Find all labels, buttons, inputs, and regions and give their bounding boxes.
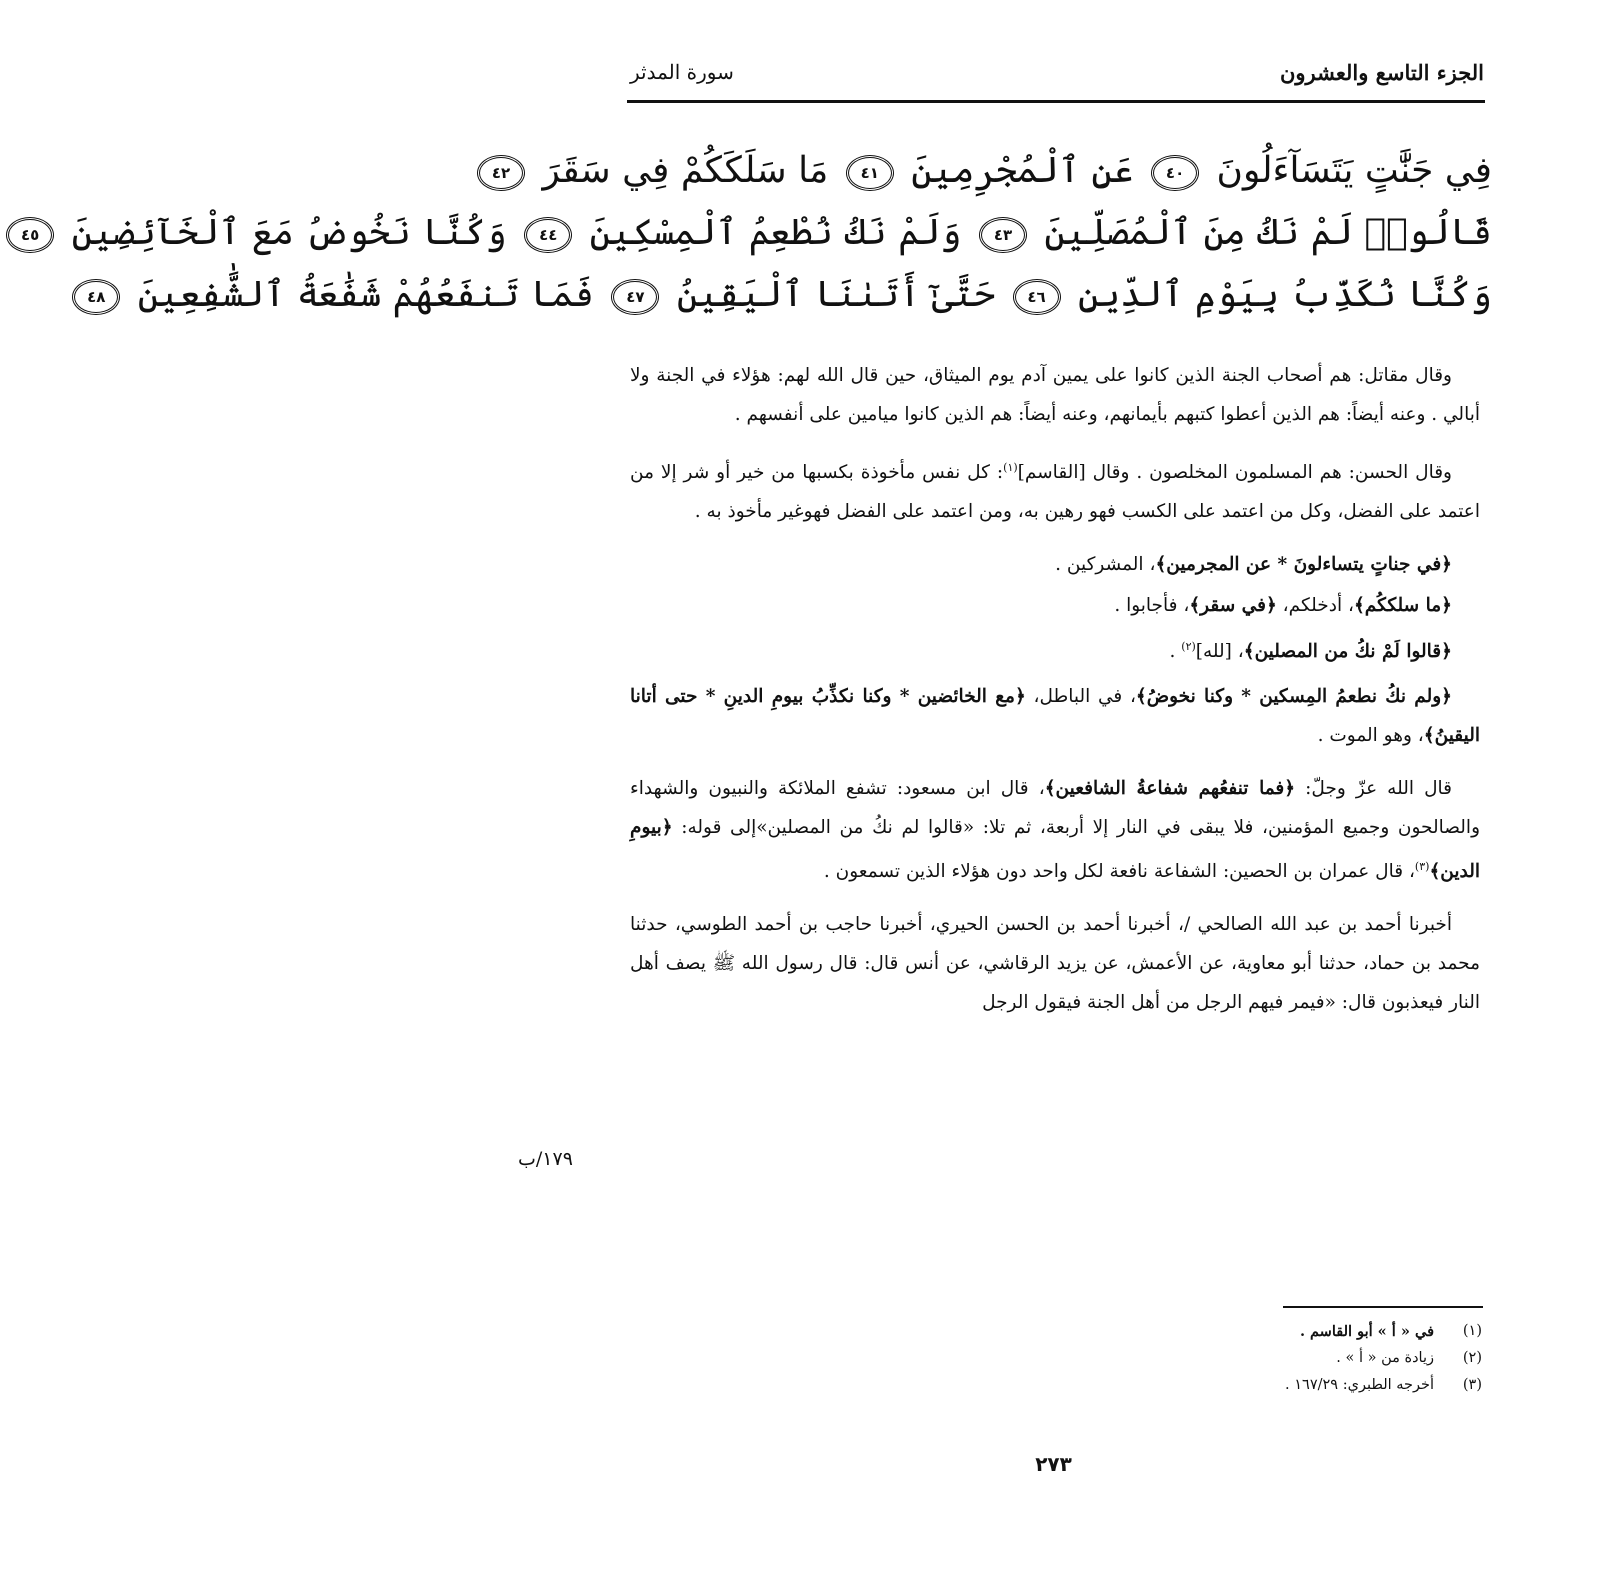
footnote-item — [630, 1372, 1482, 1399]
verse-text: فَمَا تَنفَعُهُمْ شَفَٰعَةُ ٱلشَّٰفِعِينَ — [137, 274, 594, 315]
verse-number-marker: ٤٠ — [1151, 155, 1199, 191]
text-run: . — [1169, 641, 1182, 663]
header-rule — [627, 100, 1485, 103]
verse-number-marker: ٤٣ — [979, 217, 1027, 253]
paragraph-muqatil: وقال مقاتل: هم أصحاب الجنة الذين كانوا على يمين آدم يوم الميثاق، حين قال الله لهم: هؤلاء في الجنة ولا أبالي . وعنه أيضاً: هم الذين أعطوا كتبهم بأيمانهم، وعنه أيضاً: هم الذين كانوا ميامين على أنفسهم . — [630, 365, 1480, 425]
paragraph-verse-43 — [630, 627, 1480, 671]
footnote-ref[interactable]: (١) — [1003, 461, 1018, 474]
verse-line-2 — [21, 202, 1492, 264]
verse-number-marker: ٤٢ — [477, 155, 525, 191]
manuscript-folio-ref: ١٧٩/ب — [518, 1148, 573, 1170]
text-run: قال الله عزّ وجلّ: — [1295, 778, 1453, 800]
quran-quote: ﴿في جناتٍ يتساءلونَ * عن المجرمين﴾ — [1155, 554, 1452, 576]
paragraph-verse-42 — [630, 586, 1480, 625]
book-page — [21, 0, 1601, 1580]
verse-text: فِي جَنَّٰتٍ يَتَسَآءَلُونَ — [1216, 150, 1492, 191]
quran-quote: ﴿مع الخائضين * وكنا نكذِّبُ بيومِ الدينِ * حتى أتانا اليقينُ﴾ — [630, 686, 1480, 747]
footnote-ref[interactable]: (٢) — [1181, 640, 1196, 654]
paragraph-verse-48 — [630, 769, 1480, 891]
footnote-rule — [1283, 1306, 1483, 1308]
quran-quote: ﴿في سقر﴾ — [1189, 595, 1277, 617]
verse-line-3 — [87, 264, 1492, 326]
verse-text: وَلَمْ نَكُ نُطْعِمُ ٱلْمِسْكِينَ — [589, 212, 962, 253]
footnote-item — [630, 1345, 1482, 1372]
quran-quote: ﴿فما تنفعُهم شفاعةُ الشافعين﴾ — [1044, 778, 1296, 800]
text-run: ، قال ابن مسعود: تشفع الملائكة والنبيون والشهداء والصالحون وجميع المؤمنين، فلا يبقى في النار إلا أربعة، ثم تلا: «قالوا لم نكُ من المصلين»إلى قوله: — [630, 778, 1480, 839]
text-run: ، فأجابوا . — [1114, 595, 1190, 617]
verse-number-marker: ٤٨ — [72, 279, 120, 315]
footnote-text: أخرجه الطبري: ١٦٧/٢٩ . — [1285, 1377, 1434, 1393]
verse-line-1 — [491, 140, 1492, 202]
verse-number-marker: ٤٦ — [1013, 279, 1061, 315]
verse-text: قَالُوا۟ لَمْ نَكُ مِنَ ٱلْمُصَلِّينَ — [1044, 212, 1492, 253]
juz-title: الجزء التاسع والعشرون — [1279, 59, 1484, 85]
text-run: ، المشركين . — [1055, 554, 1156, 576]
quran-quote: ﴿ما سلككُم﴾ — [1353, 595, 1452, 617]
paragraph-verse-40-41 — [630, 545, 1480, 584]
paragraph-hasan — [630, 448, 1480, 531]
verse-number-marker: ٤١ — [846, 155, 894, 191]
running-header — [630, 52, 1484, 92]
text-run: ، وهو الموت . — [1317, 725, 1424, 747]
text-run: : كل نفس مأخوذة بكسبها من خير أو شر إلا من اعتمد على الفضل، وكل من اعتمد على الكسب فهو رهين به، ومن اعتمد على الفضل فهوغير مأخوذ به . — [630, 462, 1480, 523]
verse-text: وَكُنَّا نَخُوضُ مَعَ ٱلْخَآئِضِينَ — [71, 212, 507, 253]
paragraph-verse-44-47 — [630, 677, 1480, 755]
quran-quote: ﴿قالوا لَمْ نكُ من المصلين﴾ — [1243, 641, 1452, 663]
footnote-number: (٢) — [1462, 1350, 1482, 1366]
footnotes — [630, 1318, 1482, 1399]
commentary-text — [630, 356, 1480, 1036]
text-run: ، قال عمران بن الحصين: الشفاعة نافعة لكل واحد دون هؤلاء الذين تسمعون . — [823, 861, 1415, 883]
verse-text: عَنِ ٱلْمُجْرِمِينَ — [911, 150, 1134, 191]
paragraph-hadith-chain: أخبرنا أحمد بن عبد الله الصالحي /، أخبرنا أحمد بن الحسن الحيري، أخبرنا حاجب بن أحمد الطوسي، حدثنا محمد بن حماد، حدثنا أبو معاوية، عن الأعمش، عن يزيد الرقاشي، عن أنس قال: قال رسول الله ﷺ يصف أهل النار فيعذبون قال: «فيمر فيهم الرجل من أهل الجنة فيقول الرجل — [630, 914, 1480, 1014]
verse-number-marker: ٤٤ — [524, 217, 572, 253]
verse-text: مَا سَلَكَكُمْ فِي سَقَرَ — [542, 150, 829, 191]
quran-quote: ﴿ولم نكُ نطعمُ المِسكين * وكنا نخوضُ﴾ — [1135, 686, 1453, 708]
footnote-ref[interactable]: (٣) — [1414, 860, 1430, 874]
footnote-number: (٣) — [1462, 1377, 1482, 1393]
verse-number-marker: ٤٥ — [6, 217, 54, 253]
surah-title: سورة المدثر — [630, 60, 734, 84]
verse-text: وَكُنَّا نُكَذِّبُ بِيَوْمِ ٱلدِّينِ — [1077, 274, 1492, 315]
quran-quote: ﴿بيومِ الدين﴾ — [630, 817, 1480, 883]
footnote-number: (١) — [1462, 1323, 1482, 1339]
verse-number-marker: ٤٧ — [611, 279, 659, 315]
quran-verses — [21, 140, 1492, 326]
text-run: ، [لله] — [1195, 641, 1244, 663]
verse-text: حَتَّىٰٓ أَتَىٰنَا ٱلْيَقِينُ — [676, 274, 996, 315]
page-number: ٢٧٣ — [1035, 1452, 1072, 1476]
text-run: وقال الحسن: هم المسلمون المخلصون . وقال [القاسم] — [1017, 462, 1452, 484]
footnote-text: في « أ » أبو القاسم . — [1299, 1323, 1434, 1340]
text-run: ، أدخلكم، — [1276, 595, 1354, 617]
footnote-text: زيادة من « أ » . — [1336, 1350, 1434, 1366]
text-run: ، في الباطل، — [1025, 686, 1136, 708]
footnote-item — [630, 1318, 1482, 1345]
